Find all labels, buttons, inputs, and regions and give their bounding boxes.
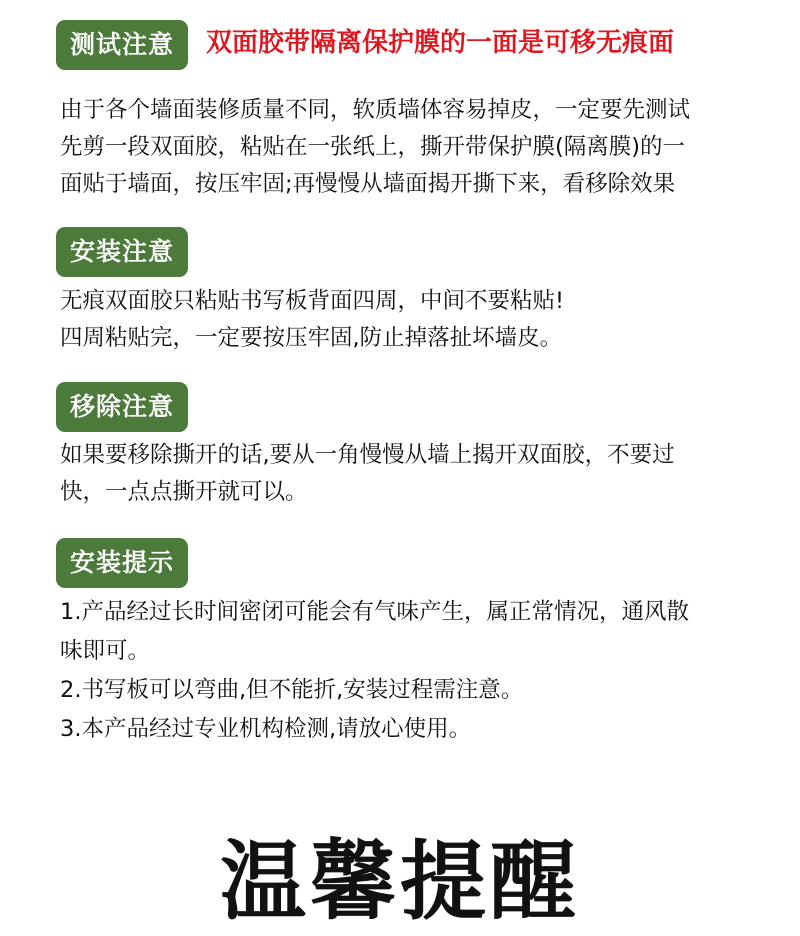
text-line: 3.本产品经过专业机构检测,请放心使用。 (60, 716, 472, 742)
text-line: 味即可。 (60, 638, 151, 664)
text-line: 1.产品经过长时间密闭可能会有气味产生，属正常情况，通风散 (60, 599, 689, 625)
text-line: 先剪一段双面胶，粘贴在一张纸上，撕开带保护膜(隔离膜)的一 (60, 134, 686, 160)
tips-paragraph (60, 593, 750, 749)
footer-title: 温馨提醒 (220, 832, 580, 932)
text-line: 无痕双面胶只粘贴书写板背面四周，中间不要粘贴! (60, 288, 565, 314)
section-badge-tips: 安装提示 (56, 538, 188, 588)
remove-notes-paragraph (60, 437, 750, 511)
section-badge-test: 测试注意 (56, 20, 188, 70)
text-line: 面贴于墙面，按压牢固;再慢慢从墙面揭开撕下来，看移除效果 (60, 171, 676, 197)
text-line: 四周粘贴完，一定要按压牢固,防止掉落扯坏墙皮。 (60, 325, 563, 351)
install-notes-paragraph (60, 283, 750, 357)
test-notes-paragraph (60, 92, 750, 203)
text-line: 如果要移除撕开的话,要从一角慢慢从墙上揭开双面胶，不要过 (60, 442, 675, 468)
section-badge-install: 安装注意 (56, 227, 188, 277)
text-line: 2.书写板可以弯曲,但不能折,安装过程需注意。 (60, 677, 524, 703)
text-line: 快，一点点撕开就可以。 (60, 479, 308, 505)
text-line: 由于各个墙面装修质量不同，软质墙体容易掉皮，一定要先测试 (60, 97, 691, 123)
section-badge-remove: 移除注意 (56, 382, 188, 432)
warning-headline: 双面胶带隔离保护膜的一面是可移无痕面 (206, 28, 675, 58)
